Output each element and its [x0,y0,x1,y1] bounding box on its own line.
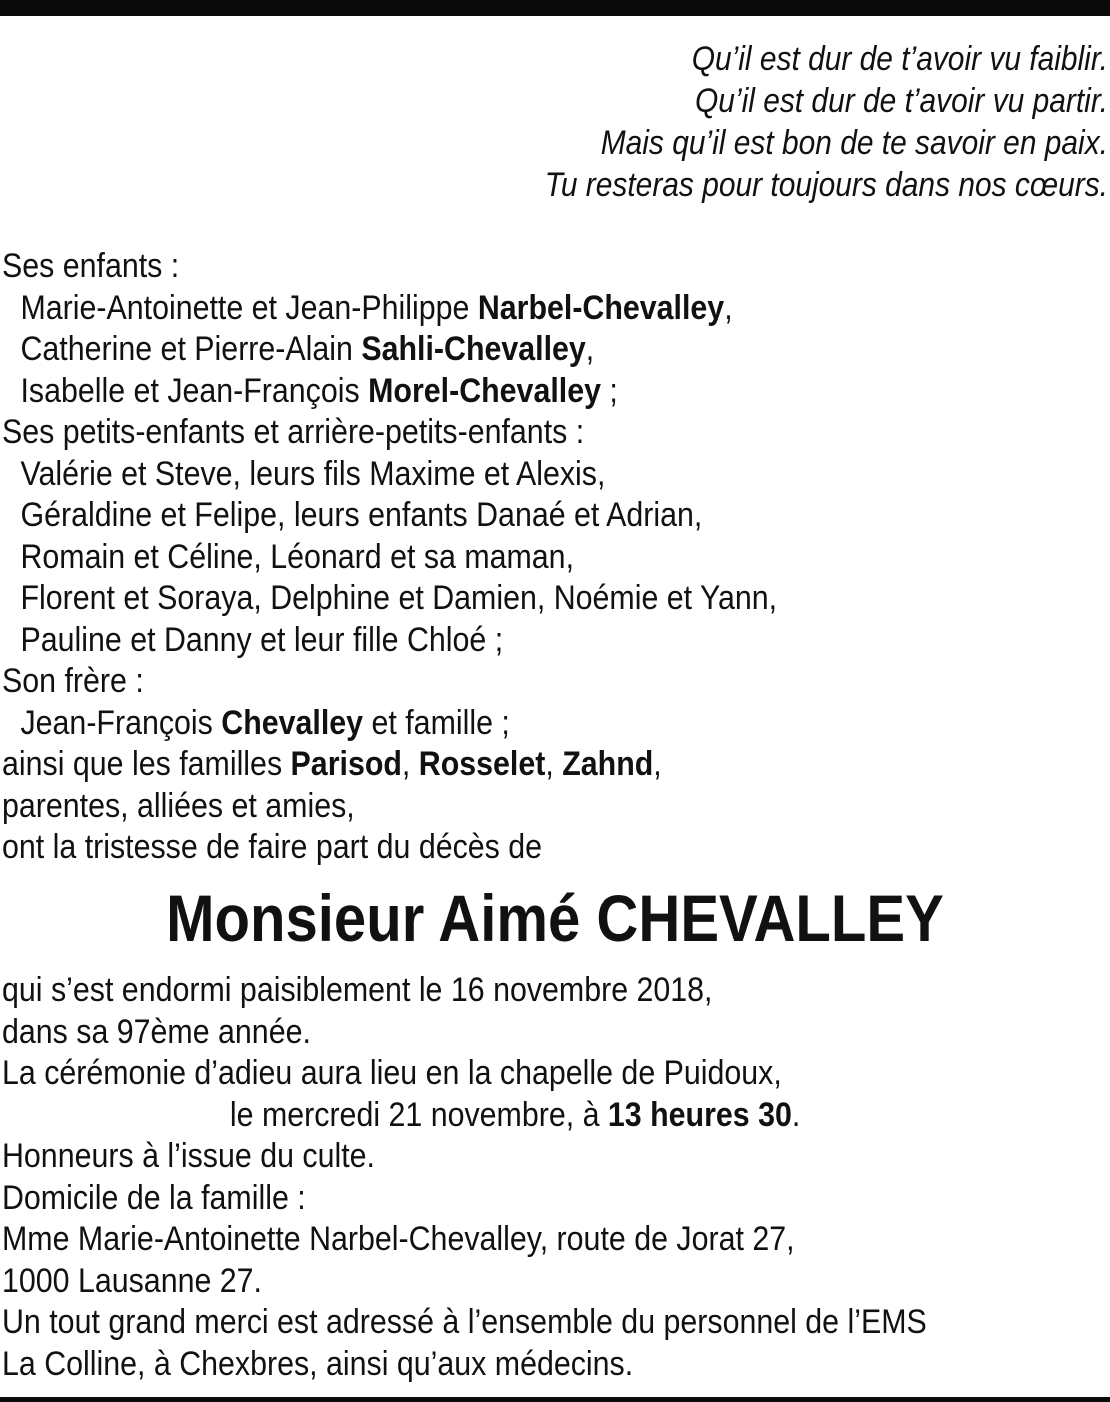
punctuation: . [791,1095,801,1134]
child-line [2,288,975,330]
poem-line: Qu’il est dur de t’avoir vu faiblir. [691,40,1108,78]
punctuation: , [585,330,595,368]
child-names: Catherine et Pierre-Alain [20,330,362,368]
announcement-line: ont la tristesse de faire part du décès de [2,828,543,866]
punctuation: , [401,745,419,783]
grandchild-line: Florent et Soraya, Delphine et Damien, Noémie et Yann, [20,579,778,617]
poem [545,38,1108,206]
child-names: Isabelle et Jean-François [20,371,369,410]
brother-line [2,703,975,745]
relatives-line: parentes, alliées et amies, [2,786,355,825]
family-surname: Rosselet [418,745,546,783]
child-surname: Narbel-Chevalley [477,288,725,327]
child-surname: Sahli-Chevalley [361,330,586,368]
punctuation: ; [600,371,618,410]
children-heading: Ses enfants : [2,247,180,285]
child-surname: Morel-Chevalley [368,371,601,410]
punctuation: , [545,745,563,783]
detail-line: Honneurs à l’issue du culte. [2,1137,375,1175]
brother-suffix: et famille ; [363,703,510,742]
detail-line: dans sa 97ème année. [2,1012,311,1051]
thanks-line: La Colline, à Chexbres, ainsi qu’aux médecins. [2,1344,634,1383]
poem-line: Mais qu’il est bon de te savoir en paix. [600,124,1108,162]
poem-line: Qu’il est dur de t’avoir vu partir. [695,82,1108,120]
bottom-rule [0,1397,1110,1402]
detail-line: Domicile de la famille : [2,1178,306,1217]
ceremony-time: 13 heures 30 [607,1095,792,1134]
child-line [2,329,975,371]
grandchild-line: Pauline et Danny et leur fille Chloé ; [20,620,504,659]
grandchildren-heading: Ses petits-enfants et arrière-petits-enfants : [2,413,585,451]
families-line [2,744,975,786]
ceremony-date: le mercredi 21 novembre, à [229,1095,608,1134]
poem-line: Tu resteras pour toujours dans nos cœurs. [544,166,1108,204]
ceremony-details [2,970,1108,1385]
family-surname: Zahnd [562,745,654,783]
punctuation: , [653,745,662,783]
thanks-line: Un tout grand merci est adressé à l’ensemble du personnel de l’EMS [2,1303,927,1341]
address-line: 1000 Lausanne 27. [2,1261,262,1300]
grandchild-line: Valérie et Steve, leurs fils Maxime et Alexis, [20,454,606,493]
brother-names: Jean-François [20,703,222,742]
child-line [2,371,975,413]
brother-surname: Chevalley [221,703,364,742]
deceased-name: Monsieur Aimé CHEVALLEY [166,881,944,955]
brother-heading: Son frère : [2,662,144,700]
grandchild-line: Romain et Céline, Léonard et sa maman, [20,537,575,576]
address-line: Mme Marie-Antoinette Narbel-Chevalley, route de Jorat 27, [2,1220,795,1258]
detail-line: qui s’est endormi paisiblement le 16 novembre 2018, [2,971,713,1009]
child-names: Marie-Antoinette et Jean-Philippe [20,288,478,327]
grandchild-line: Géraldine et Felipe, leurs enfants Danaé et Adrian, [20,496,703,534]
detail-line: La cérémonie d’adieu aura lieu en la chapelle de Puidoux, [2,1054,782,1092]
family-list [2,246,1108,869]
families-prefix: ainsi que les familles [2,745,291,783]
top-rule [0,0,1110,16]
ceremony-date-line [2,1095,975,1137]
family-surname: Parisod [290,745,402,783]
punctuation: , [724,288,733,327]
